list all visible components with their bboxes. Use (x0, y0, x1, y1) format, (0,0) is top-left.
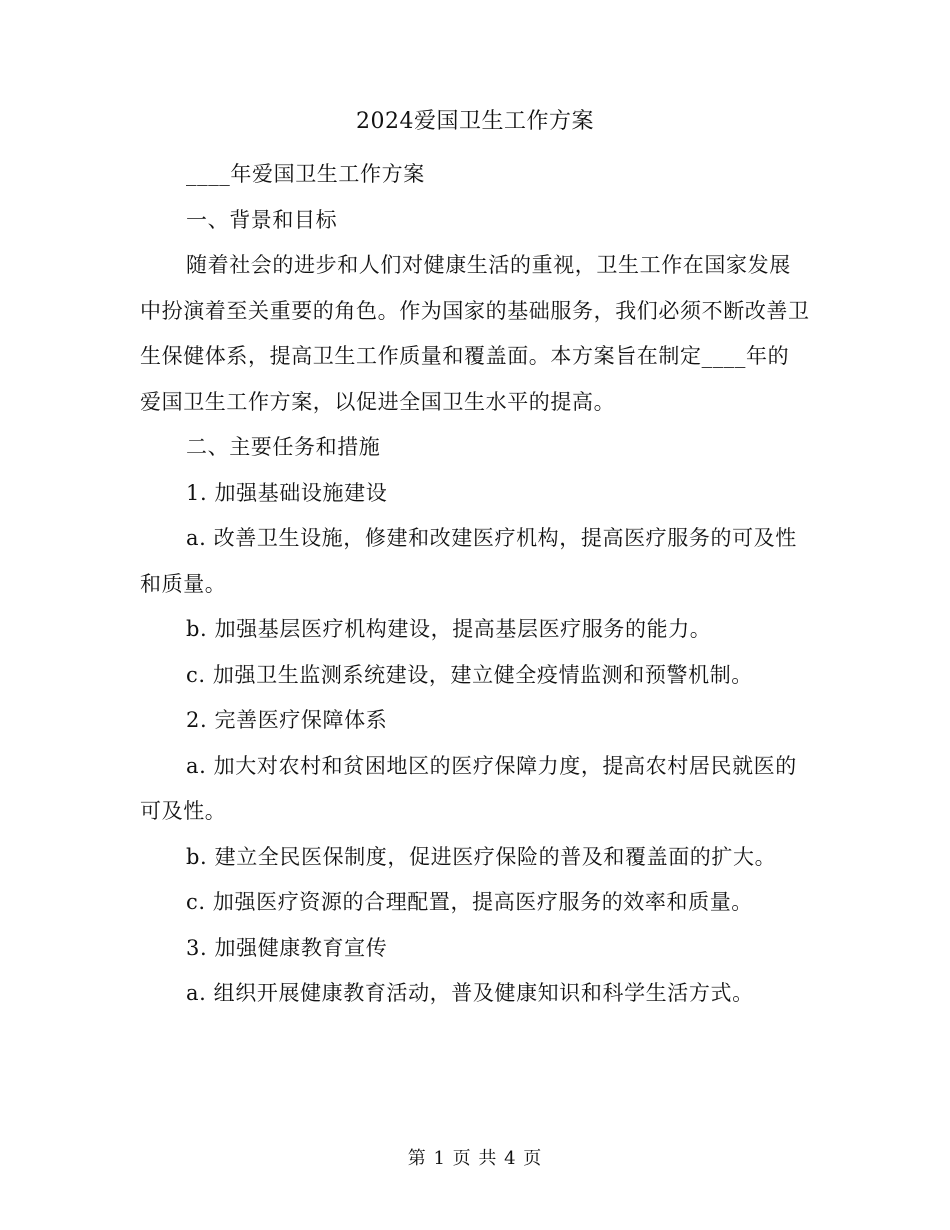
list-item: a. 改善卫生设施，修建和改建医疗机构，提高医疗服务的可及性和质量。 (140, 526, 797, 596)
list-item: a. 加大对农村和贫困地区的医疗保障力度，提高农村居民就医的可及性。 (140, 753, 797, 823)
list-item: a. 组织开展健康教育活动，普及健康知识和科学生活方式。 (186, 981, 754, 1005)
document-body (140, 152, 810, 1017)
subheading-infrastructure: 1. 加强基础设施建设 (186, 480, 388, 505)
section-heading-tasks: 二、主要任务和措施 (186, 435, 381, 459)
subheading-health-education: 3. 加强健康教育宣传 (186, 935, 388, 960)
list-item: c. 加强医疗资源的合理配置，提高医疗服务的效率和质量。 (186, 890, 753, 914)
document-title: 2024爱国卫生工作方案 (356, 109, 594, 134)
page-number-footer: 第 1 页 共 4 页 (407, 1148, 543, 1169)
subheading-medical-security: 2. 完善医疗保障体系 (186, 708, 388, 732)
list-item: c. 加强卫生监测系统建设，建立健全疫情监测和预警机制。 (186, 662, 753, 687)
section-heading-background: 一、背景和目标 (186, 207, 338, 232)
paragraph-background: 随着社会的进步和人们对健康生活的重视，卫生工作在国家发展中扮演着至关重要的角色。作为国家的基础服务，我们必须不断改善卫生保健体系，提高卫生工作质量和覆盖面。本方案旨在制定____年的爱国卫生工作方案，以促进全国卫生水平的提高。 (140, 253, 810, 414)
list-item: b. 建立全民医保制度，促进医疗保险的普及和覆盖面的扩大。 (186, 844, 777, 869)
list-item: b. 加强基层医疗机构建设，提高基层医疗服务的能力。 (186, 617, 712, 641)
paragraph-subtitle: ____年爱国卫生工作方案 (186, 162, 425, 186)
